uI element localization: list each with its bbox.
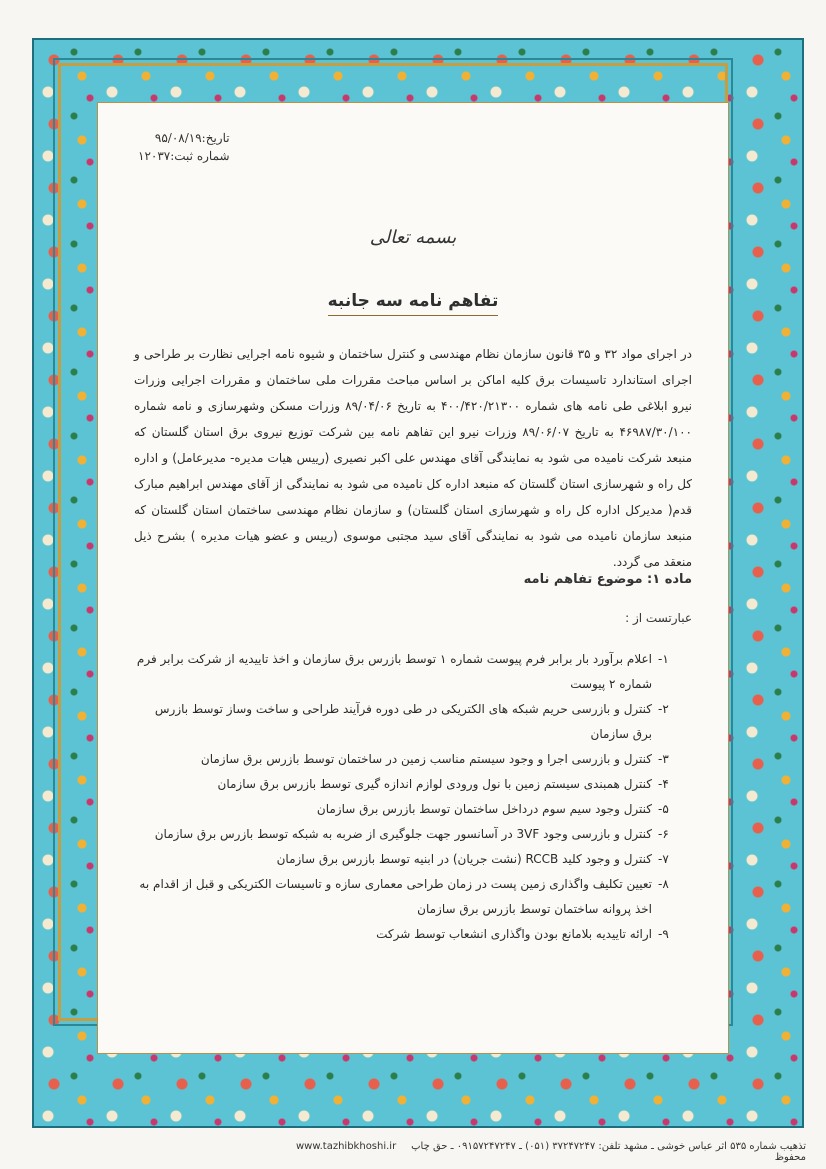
item-text: اعلام برآورد بار برابر فرم پیوست شماره ۱ توسط بازرس برق سازمان و اخذ تاییدیه از شرکت برابر فرم شماره ۲ پیوست [136,652,652,691]
item-text: ارائه تاییدیه بلامانع بودن واگذاری انشعاب توسط شرکت [376,927,652,941]
item-text: کنترل و وجود کلید RCCB (نشت جریان) در ابنیه توسط بازرس برق سازمان [276,852,652,866]
intro-paragraph: در اجرای مواد ۳۲ و ۳۵ قانون سازمان نظام مهندسی و کنترل ساختمان و شیوه نامه اجرایی نظارت بر طراحی و اجرای استاندارد تاسیسات برق کلیه اماکن بر اساس مباحث مقررات ملی ساختمان و مقررات اجرایی وزرات نیرو ابلاغی طی نامه های شماره ۴۰۰/۴۲۰/۲۱۳۰۰ به تاریخ ۸۹/۰۴/۰۶ وزرات مسکن وشهرسازی و نامه شماره ۴۶۹۸۷/۳۰/۱۰۰ به تاریخ ۸۹/۰۶/۰۷ وزرات نیرو این تفاهم نامه بین شرکت توزیع نیروی برق استان گلستان که منبعد شرکت نامیده می شود به نمایندگی آقای مهندس علی اکبر نصیری (رییس هیات مدیره- مدیرعامل) و اداره کل راه و شهرسازی استان گلستان که منبعد اداره کل نامیده می شود به نمایندگی از آقای مهندس ابراهیم مبارک قدم( مدیرکل اداره کل راه و شهرسازی استان گلستان) و سازمان نظام مهندسی ساختمان استان گلستان که منبعد سازمان نامیده می شود به نمایندگی آقای سید مجتبی موسوی (رییس و عضو هیات مدیره ) بشرح ذیل منعقد می گردد. [134,347,692,569]
document-page [97,102,729,1054]
item-number: ۹- [658,927,669,941]
item-text: کنترل وجود سیم سوم درداخل ساختمان توسط بازرس برق سازمان [316,802,652,816]
item-text: کنترل همبندی سیستم زمین با نول ورودی لوازم اندازه گیری توسط بازرس برق سازمان [217,777,652,791]
date-line: تاریخ:۹۵/۰۸/۱۹ [154,131,230,145]
item-text: کنترل و بازرسی وجود 3VF در آسانسور جهت جلوگیری از ضربه به شبکه توسط بازرس برق سازمان [154,827,652,841]
item-number: ۲- [658,702,669,716]
section-subtitle: عبارتست از : [625,611,692,625]
list-item [134,822,692,847]
item-text: کنترل و بازرسی اجرا و وجود سیستم مناسب زمین در ساختمان توسط بازرس برق سازمان [200,752,652,766]
list-item [134,872,692,922]
footer-address: تذهیب شماره ۵۳۵ اثر عباس خوشی ـ مشهد تلفن: ۳۷۲۴۷۲۴۷ (۰۵۱) ـ ۰۹۱۵۷۲۴۷۲۴۷ ـ حق چاپ محفوظ [411,1141,806,1163]
terms-list [134,647,692,947]
item-number: ۷- [658,852,669,866]
item-number: ۱- [658,652,669,666]
item-number: ۳- [658,752,669,766]
registration-line: شماره ثبت:۱۲۰۳۷ [138,149,230,163]
item-number: ۸- [658,877,669,891]
footer [296,1141,806,1163]
besm-heading: بسمه تعالی [369,227,457,248]
list-item [134,647,692,697]
list-item [134,922,692,947]
list-item [134,797,692,822]
section-title: ماده ۱: موضوع تفاهم نامه [523,572,692,587]
document-meta [138,129,230,165]
list-item [134,747,692,772]
page-title [98,291,728,311]
item-text: کنترل و بازرسی حریم شبکه های الکتریکی در طی دوره فرآیند طراحی و ساخت وساز توسط بازرس برق سازمان [154,702,652,741]
item-number: ۵- [658,802,669,816]
list-item [134,847,692,872]
item-number: ۴- [658,777,669,791]
list-item [134,772,692,797]
title-text: تفاهم نامه سه جانبه [328,291,499,316]
footer-url[interactable]: www.tazhibkhoshi.ir [296,1141,397,1152]
item-number: ۶- [658,827,669,841]
item-text: تعیین تکلیف واگذاری زمین پست در زمان طراحی معماری سازه و تاسیسات الکتریکی و قبل از اقدام به اخذ پروانه ساختمان توسط بازرس برق سازمان [139,877,652,916]
list-item [134,697,692,747]
